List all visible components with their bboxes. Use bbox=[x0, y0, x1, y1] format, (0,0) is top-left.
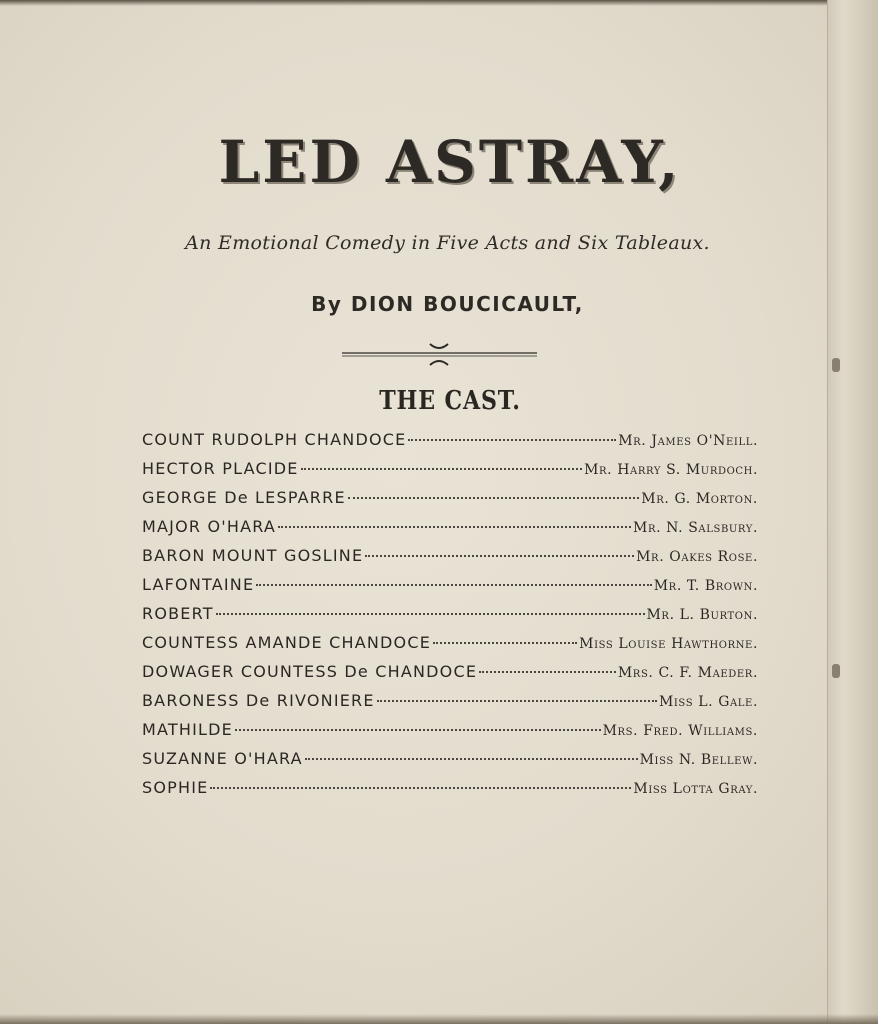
cast-row bbox=[142, 662, 758, 691]
cast-role: BARONESS De RIVONIERE bbox=[142, 691, 375, 710]
cast-row bbox=[142, 488, 758, 517]
cast-role: COUNT RUDOLPH CHANDOCE bbox=[142, 430, 407, 449]
cast-actor: Mr. N. Salsbury. bbox=[633, 520, 758, 536]
leader-dots bbox=[256, 584, 651, 586]
cast-actor: Mr. G. Morton. bbox=[641, 491, 758, 507]
cast-role: COUNTESS AMANDE CHANDOCE bbox=[142, 633, 432, 652]
leader-dots bbox=[210, 787, 631, 789]
play-title: LED ASTRAY, bbox=[218, 128, 682, 196]
leader-dots bbox=[433, 642, 577, 644]
cast-actor: Mrs. C. F. Maeder. bbox=[617, 665, 758, 681]
cast-row bbox=[142, 778, 758, 807]
cast-actor: Miss Lotta Gray. bbox=[633, 781, 758, 797]
leader-dots bbox=[301, 468, 582, 470]
cast-row bbox=[142, 546, 758, 575]
cast-row bbox=[142, 517, 758, 546]
staple-bottom bbox=[832, 664, 840, 678]
cast-actor: Mr. James O'Neill. bbox=[618, 433, 758, 449]
staple-top bbox=[832, 358, 840, 372]
cast-row bbox=[142, 430, 758, 459]
cast-actor: Miss L. Gale. bbox=[658, 694, 758, 710]
cast-actor: Miss N. Bellew. bbox=[639, 752, 758, 768]
cast-row bbox=[142, 691, 758, 720]
cast-row bbox=[142, 633, 758, 662]
play-subtitle: An Emotional Comedy in Five Acts and Six Tableaux. bbox=[185, 232, 710, 254]
leader-dots bbox=[348, 497, 640, 499]
cast-role: MAJOR O'HARA bbox=[142, 517, 277, 536]
leader-dots bbox=[377, 700, 657, 702]
cast-role: DOWAGER COUNTESS De CHANDOCE bbox=[142, 662, 478, 681]
cast-heading: THE CAST. bbox=[379, 386, 521, 416]
cast-row bbox=[142, 575, 758, 604]
leader-dots bbox=[235, 729, 601, 731]
cast-actor: Mr. L. Burton. bbox=[646, 607, 758, 623]
leader-dots bbox=[216, 613, 645, 615]
cast-actor: Miss Louise Hawthorne. bbox=[579, 636, 758, 652]
cast-row bbox=[142, 720, 758, 749]
leader-dots bbox=[305, 758, 638, 760]
leader-dots bbox=[278, 526, 631, 528]
cast-list bbox=[142, 430, 758, 807]
cast-role: MATHILDE bbox=[142, 720, 233, 739]
cast-actor: Mr. T. Brown. bbox=[653, 578, 758, 594]
leader-dots bbox=[408, 439, 616, 441]
bottom-shadow bbox=[0, 1014, 878, 1024]
leader-dots bbox=[479, 671, 616, 673]
ornament-divider-icon bbox=[342, 338, 537, 370]
cast-row bbox=[142, 604, 758, 633]
cast-role: SUZANNE O'HARA bbox=[142, 749, 303, 768]
cast-role: HECTOR PLACIDE bbox=[142, 459, 299, 478]
cast-role: SOPHIE bbox=[142, 778, 209, 797]
cast-row bbox=[142, 749, 758, 778]
top-shadow bbox=[0, 0, 878, 6]
cast-role: LAFONTAINE bbox=[142, 575, 255, 594]
cast-row bbox=[142, 459, 758, 488]
leader-dots bbox=[365, 555, 634, 557]
cast-role: ROBERT bbox=[142, 604, 214, 623]
author-line: By DION BOUCICAULT, bbox=[311, 292, 584, 316]
cast-actor: Mr. Harry S. Murdoch. bbox=[584, 462, 758, 478]
cast-actor: Mrs. Fred. Williams. bbox=[602, 723, 758, 739]
cast-actor: Mr. Oakes Rose. bbox=[636, 549, 758, 565]
cast-role: GEORGE De LESPARRE bbox=[142, 488, 346, 507]
cast-role: BARON MOUNT GOSLINE bbox=[142, 546, 364, 565]
